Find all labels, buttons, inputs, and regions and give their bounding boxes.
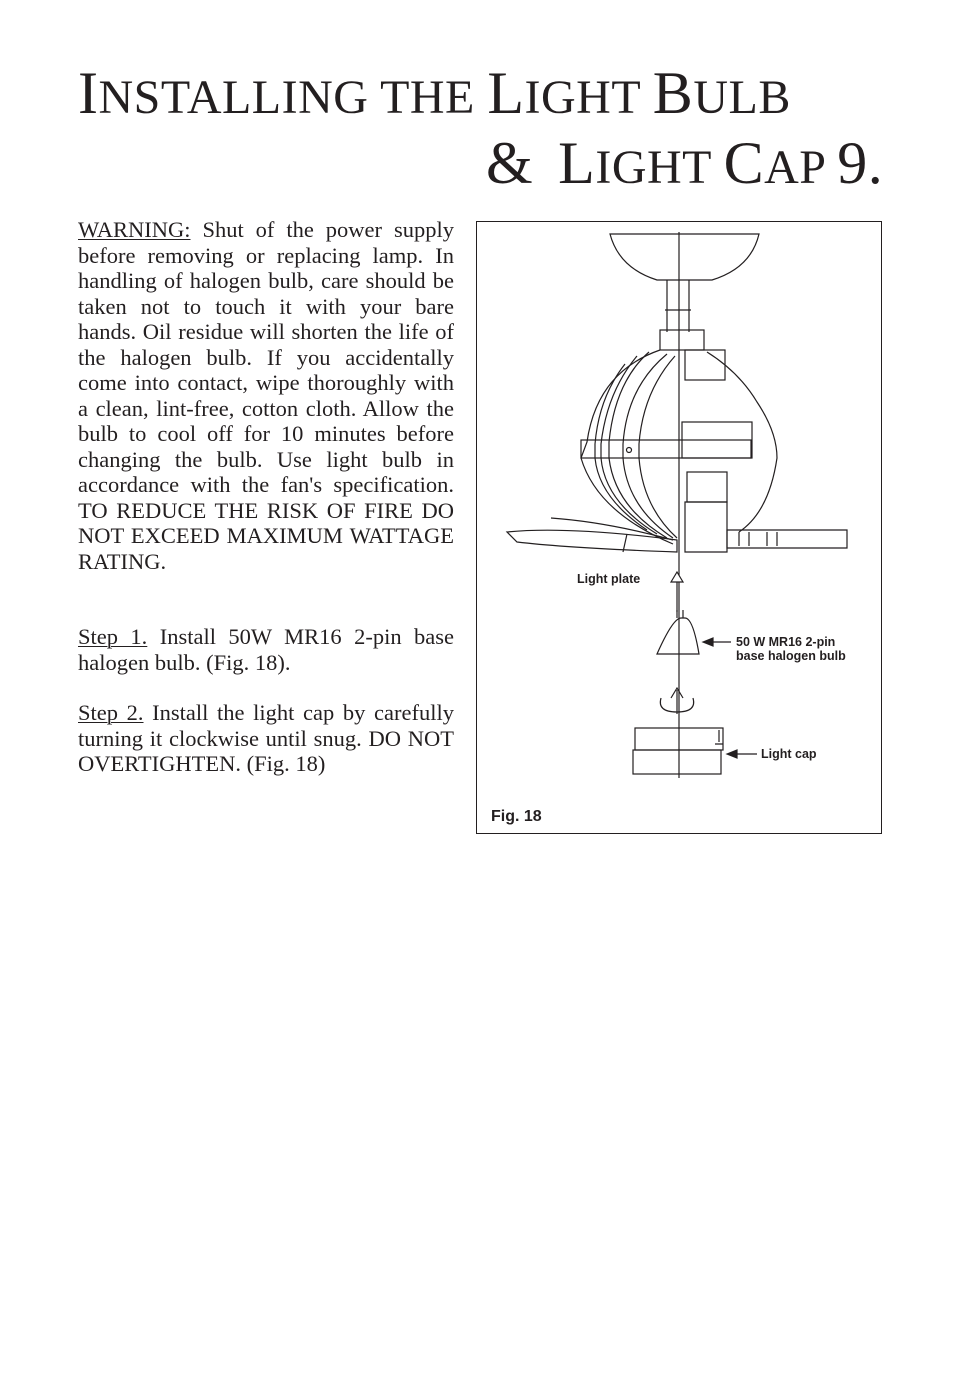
bulb-label-line-2: base halogen bulb — [736, 649, 846, 663]
title-cap-4: L — [558, 130, 596, 196]
canopy — [610, 234, 759, 280]
title-cap-3: B — [652, 60, 694, 126]
bulb-label — [736, 635, 846, 663]
warning-text: Shut of the power supply before removing or replacing lamp. In handling of halogen bulb, care should be taken not to touch it with your bare hands. Oil residue will shorten the life of the halogen bulb. If you accidentally come into contact, wipe thoroughly with a clean, lint-free, cotton cloth. Allow the bulb to cool off for 10 minutes before changing the bulb. Use light bulb in accordance with the fan's specification. TO REDUCE THE RISK OF FIRE DO NOT EXCEED MAXIMUM WATTAGE RATING. — [78, 217, 454, 574]
title-ampersand: & — [486, 130, 534, 196]
warning-paragraph — [78, 217, 454, 574]
downrod — [665, 280, 691, 332]
title-rest-5: AP — [764, 141, 825, 194]
halogen-bulb — [657, 618, 699, 654]
title-cap-5: C — [723, 130, 765, 196]
step-2-lead: Step 2. — [78, 700, 144, 725]
title-cap-1: I — [78, 60, 99, 126]
light-plate — [685, 502, 727, 552]
light-plate-label: Light plate — [577, 572, 641, 586]
title-cap-2: L — [487, 60, 525, 126]
page-title-line-1 — [78, 56, 791, 135]
title-rest-3: ULB — [693, 71, 791, 124]
rotation-arrow — [671, 688, 683, 714]
step-2-text: Install the light cap by carefully turning it clockwise until snug. DO NOT OVERTIGHTEN. (Fig. 18) — [78, 700, 454, 776]
figure-18 — [476, 221, 882, 834]
bulb-label-line-1: 50 W MR16 2-pin — [736, 635, 836, 649]
light-cap-label: Light cap — [761, 747, 817, 761]
section-number: 9. — [837, 130, 884, 196]
title-rest-4: IGHT — [595, 141, 724, 194]
step-1-paragraph — [78, 624, 454, 675]
step-1-text: Install 50W MR16 2-pin base halogen bulb. (Fig. 18). — [78, 624, 455, 675]
motor-upper — [660, 330, 704, 350]
warning-lead: WARNING: — [78, 217, 191, 242]
fan-light-diagram — [477, 222, 883, 835]
step-1-lead: Step 1. — [78, 624, 148, 649]
motor-lower — [687, 472, 727, 502]
right-blade — [727, 530, 847, 548]
step-2-paragraph — [78, 700, 454, 777]
title-rest-1: NSTALLING THE — [98, 71, 488, 124]
page-title-line-2 — [486, 126, 883, 205]
motor-band — [581, 440, 751, 458]
right-shell — [707, 352, 777, 532]
title-rest-2: IGHT — [524, 71, 653, 124]
figure-number: Fig. 18 — [491, 808, 542, 825]
instructions-column — [78, 217, 454, 777]
